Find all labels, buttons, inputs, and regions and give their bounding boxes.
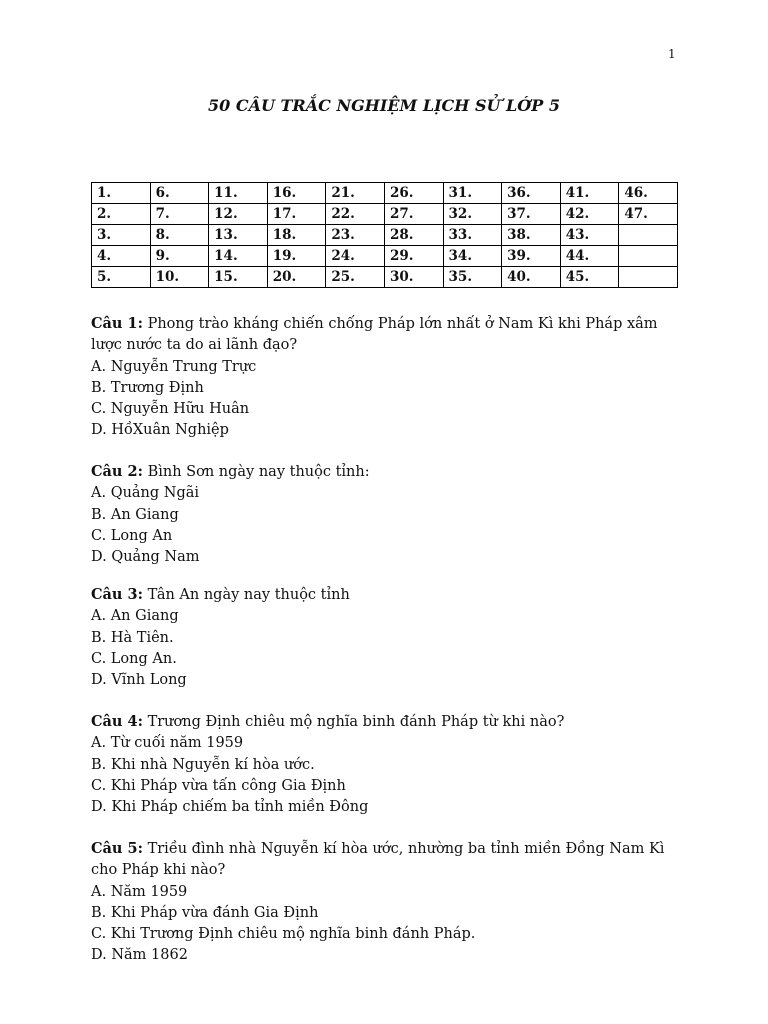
- question-label: Câu 3:: [91, 586, 143, 603]
- answer-grid-cell: 30.: [384, 267, 443, 288]
- option-a: A. Năm 1959: [91, 883, 188, 900]
- question-stem: Triều đình nhà Nguyễn kí hòa ước, nhường ba tỉnh miền Đồng Nam Kì cho Pháp khi nào?: [91, 841, 665, 879]
- question-label: Câu 4:: [91, 713, 143, 730]
- question-5: [91, 838, 681, 967]
- answer-grid-cell: 37.: [502, 204, 561, 225]
- answer-grid-cell: 19.: [267, 246, 326, 267]
- answer-grid-cell: 38.: [502, 225, 561, 246]
- answer-grid-cell: 8.: [150, 225, 209, 246]
- answer-grid-cell: 20.: [267, 267, 326, 288]
- answer-grid-cell: 12.: [209, 204, 268, 225]
- option-a: A. Quảng Ngãi: [91, 485, 200, 502]
- option-d: D. Vĩnh Long: [91, 672, 187, 689]
- answer-grid-cell: 4.: [92, 246, 151, 267]
- answer-grid-cell: 16.: [267, 183, 326, 204]
- question-stem: Trương Định chiêu mộ nghĩa binh đánh Pháp từ khi nào?: [142, 714, 565, 730]
- answer-grid-cell: 33.: [443, 225, 502, 246]
- question-label: Câu 2:: [91, 463, 143, 480]
- option-b: B. Khi Pháp vừa đánh Gia Định: [91, 904, 319, 921]
- answer-grid-cell: 18.: [267, 225, 326, 246]
- answer-grid-cell: 21.: [326, 183, 385, 204]
- answer-grid-row: [92, 204, 678, 225]
- answer-grid-cell: [619, 246, 678, 267]
- answer-grid-cell: 26.: [384, 183, 443, 204]
- answer-grid-cell: 44.: [560, 246, 619, 267]
- answer-grid-cell: 36.: [502, 183, 561, 204]
- question-stem: Tân An ngày nay thuộc tỉnh: [142, 587, 350, 603]
- option-b: B. Trương Định: [91, 379, 204, 396]
- answer-grid-cell: 43.: [560, 225, 619, 246]
- answer-grid-cell: 45.: [560, 267, 619, 288]
- option-c: C. Nguyễn Hữu Huân: [91, 401, 250, 418]
- question-4: [91, 711, 681, 818]
- answer-grid-cell: 5.: [92, 267, 151, 288]
- option-b: B. Khi nhà Nguyễn kí hòa ước.: [91, 756, 315, 773]
- option-c: C. Long An: [91, 527, 173, 544]
- answer-grid-cell: 2.: [92, 204, 151, 225]
- answer-grid-cell: 35.: [443, 267, 502, 288]
- option-c: C. Long An.: [91, 650, 177, 667]
- answer-grid-cell: [619, 225, 678, 246]
- answer-grid-row: [92, 246, 678, 267]
- question-2: [91, 461, 681, 568]
- answer-grid-cell: 11.: [209, 183, 268, 204]
- answer-grid-row: [92, 267, 678, 288]
- option-b: B. An Giang: [91, 506, 179, 523]
- option-d: D. HồXuân Nghiệp: [91, 422, 229, 439]
- answer-grid-cell: 41.: [560, 183, 619, 204]
- answer-grid-cell: 27.: [384, 204, 443, 225]
- page-number: 1: [668, 47, 676, 61]
- question-stem: Phong trào kháng chiến chống Pháp lớn nhất ở Nam Kì khi Pháp xâm lược nước ta do ai lãnh đạo?: [91, 316, 658, 354]
- option-d: D. Khi Pháp chiếm ba tỉnh miền Đông: [91, 799, 369, 816]
- option-c: C. Khi Pháp vừa tấn công Gia Định: [91, 777, 346, 794]
- answer-grid-cell: 32.: [443, 204, 502, 225]
- option-a: A. An Giang: [91, 608, 179, 625]
- answer-grid-cell: 25.: [326, 267, 385, 288]
- answer-grid-cell: 1.: [92, 183, 151, 204]
- answer-grid-cell: 9.: [150, 246, 209, 267]
- question-1: [91, 313, 681, 442]
- answer-grid-cell: 46.: [619, 183, 678, 204]
- answer-grid-cell: 6.: [150, 183, 209, 204]
- answer-grid-row: [92, 183, 678, 204]
- answer-grid-cell: 13.: [209, 225, 268, 246]
- answer-grid-cell: 31.: [443, 183, 502, 204]
- option-c: C. Khi Trương Định chiêu mộ nghĩa binh đánh Pháp.: [91, 926, 476, 943]
- answer-grid-cell: 7.: [150, 204, 209, 225]
- answer-grid-cell: 3.: [92, 225, 151, 246]
- answer-grid-cell: 28.: [384, 225, 443, 246]
- answer-grid-cell: 23.: [326, 225, 385, 246]
- answer-grid: [91, 182, 678, 288]
- question-label: Câu 5:: [91, 840, 143, 857]
- answer-grid-cell: 22.: [326, 204, 385, 225]
- answer-grid-cell: 34.: [443, 246, 502, 267]
- answer-grid-cell: 10.: [150, 267, 209, 288]
- answer-grid-cell: 17.: [267, 204, 326, 225]
- option-b: B. Hà Tiên.: [91, 629, 174, 646]
- answer-grid-cell: [619, 267, 678, 288]
- answer-grid-row: [92, 225, 678, 246]
- option-a: A. Nguyễn Trung Trực: [91, 358, 257, 375]
- answer-grid-cell: 24.: [326, 246, 385, 267]
- option-a: A. Từ cuối năm 1959: [91, 735, 244, 752]
- option-d: D. Quảng Nam: [91, 549, 200, 566]
- answer-grid-cell: 40.: [502, 267, 561, 288]
- question-3: [91, 584, 681, 691]
- answer-grid-cell: 29.: [384, 246, 443, 267]
- question-label: Câu 1:: [91, 315, 143, 332]
- question-stem: Bình Sơn ngày nay thuộc tỉnh:: [142, 464, 370, 480]
- answer-grid-cell: 15.: [209, 267, 268, 288]
- document-title: 50 CÂU TRẮC NGHIỆM LỊCH SỬ LỚP 5: [208, 96, 560, 115]
- answer-grid-cell: 39.: [502, 246, 561, 267]
- answer-grid-cell: 14.: [209, 246, 268, 267]
- answer-grid-cell: 47.: [619, 204, 678, 225]
- option-d: D. Năm 1862: [91, 947, 188, 964]
- answer-grid-cell: 42.: [560, 204, 619, 225]
